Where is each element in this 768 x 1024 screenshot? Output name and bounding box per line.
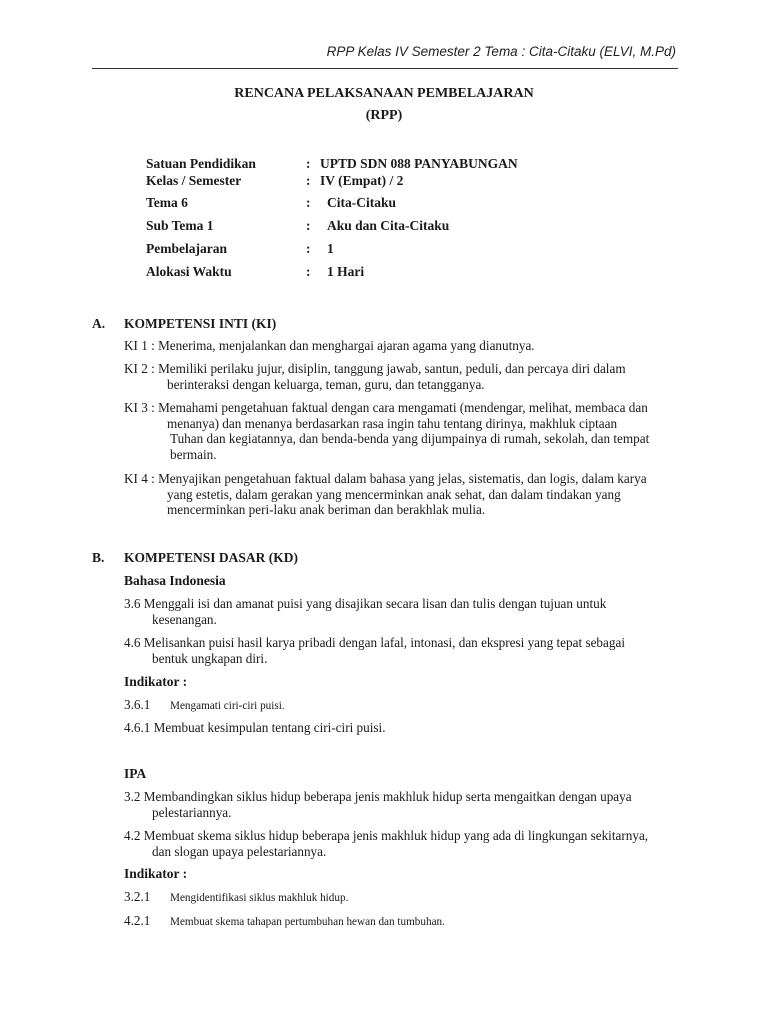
- ki-line: KI 3 : Memahami pengetahuan faktual dengan cara mengamati (mendengar, melihat, membaca dan: [124, 400, 648, 415]
- identity-label: Pembelajaran: [146, 241, 227, 256]
- ki-line: Tuhan dan kegiatannya, dan benda-benda yang dijumpainya di rumah, sekolah, dan tempat: [170, 431, 650, 446]
- indikator-number: 3.6.1: [124, 697, 151, 712]
- indikator-text: Membuat skema tahapan pertumbuhan hewan dan tumbuhan.: [170, 916, 445, 928]
- ki-2: [124, 361, 684, 392]
- ki-line: yang estetis, dalam gerakan yang mencerminkan anak sehat, dan dalam tindakan yang: [167, 486, 621, 502]
- indikator-number: 3.2.1: [124, 889, 151, 904]
- subject-bahasa-indonesia: Bahasa Indonesia: [124, 573, 226, 588]
- identity-label: Satuan Pendidikan: [146, 156, 256, 171]
- ki-line: KI 4 : Menyajikan pengetahuan faktual dalam bahasa yang jelas, sistematis, dan logis, dalam karya: [124, 471, 647, 486]
- kd-3-2: [124, 789, 684, 820]
- indikator-text: Membuat kesimpulan tentang ciri-ciri puisi.: [153, 720, 386, 735]
- kd-line: dan slogan upaya pelestariannya.: [152, 843, 327, 859]
- section-b-letter: B.: [92, 550, 105, 565]
- kd-line: 3.2 Membandingkan siklus hidup beberapa jenis makhluk hidup serta mengaitkan dengan upaya: [124, 789, 632, 804]
- subject-ipa: IPA: [124, 766, 147, 781]
- indikator-label-ipa: Indikator :: [124, 866, 188, 881]
- ki-1: [124, 338, 684, 354]
- document-subtitle: (RPP): [365, 108, 403, 123]
- identity-colon: :: [306, 156, 311, 171]
- ki-line: KI 2 : Memiliki perilaku jujur, disiplin, tanggung jawab, santun, peduli, dan percaya diri dalam: [124, 361, 626, 376]
- kd-line: bentuk ungkapan diri.: [152, 650, 268, 666]
- kd-line: pelestariannya.: [152, 804, 232, 820]
- identity-colon: :: [306, 241, 311, 256]
- identity-label: Kelas / Semester: [146, 173, 242, 188]
- kd-3-6: [124, 596, 684, 627]
- kd-line: 4.6 Melisankan puisi hasil karya pribadi dengan lafal, intonasi, dan ekspresi yang tepat sebagai: [124, 635, 625, 650]
- indikator-label-bahasa: Indikator :: [124, 674, 188, 689]
- kd-line: kesenangan.: [152, 611, 217, 627]
- indikator-4-2-1: [124, 913, 445, 929]
- identity-value: IV (Empat) / 2: [320, 173, 404, 188]
- identity-value: Aku dan Cita-Citaku: [327, 218, 450, 233]
- identity-value: 1: [327, 241, 334, 256]
- identity-colon: :: [306, 264, 311, 279]
- indikator-text: Mengamati ciri-ciri puisi.: [170, 700, 285, 712]
- identity-colon: :: [306, 173, 311, 188]
- kd-line: 3.6 Menggali isi dan amanat puisi yang disajikan secara lisan dan tulis dengan tujuan untuk: [124, 596, 607, 611]
- kd-line: 4.2 Membuat skema siklus hidup beberapa jenis makhluk hidup yang ada di lingkungan sekitarnya,: [124, 828, 649, 843]
- ki-line: menanya) dan menanya berdasarkan rasa ingin tahu tentang dirinya, makhluk ciptaan: [167, 415, 618, 431]
- header-rule: [92, 68, 678, 69]
- ki-3: [124, 400, 684, 462]
- ki-line: bermain.: [170, 446, 217, 462]
- ki-line: mencerminkan peri-laku anak beriman dan berakhlak mulia.: [167, 502, 486, 517]
- identity-label: Alokasi Waktu: [146, 264, 232, 279]
- ki-4: [124, 471, 684, 518]
- identity-value: 1 Hari: [327, 264, 365, 279]
- indikator-number: 4.6.1: [124, 720, 151, 735]
- identity-value: UPTD SDN 088 PANYABUNGAN: [320, 156, 518, 171]
- document-title: RENCANA PELAKSANAAN PEMBELAJARAN: [234, 86, 534, 101]
- ki-line: KI 1 : Menerima, menjalankan dan menghargai ajaran agama yang dianutnya.: [124, 338, 535, 353]
- indikator-3-2-1: [124, 889, 348, 905]
- identity-label: Sub Tema 1: [146, 218, 214, 233]
- identity-colon: :: [306, 218, 311, 233]
- section-b-title: KOMPETENSI DASAR (KD): [124, 550, 299, 565]
- indikator-number: 4.2.1: [124, 913, 151, 928]
- identity-value: Cita-Citaku: [327, 195, 397, 210]
- ki-line: berinteraksi dengan keluarga, teman, guru, dan tetangganya.: [167, 376, 485, 392]
- indikator-text: Mengidentifikasi siklus makhluk hidup.: [170, 892, 349, 904]
- section-a-letter: A.: [92, 316, 106, 331]
- indikator-3-6-1: [124, 697, 285, 713]
- identity-label: Tema 6: [146, 195, 188, 210]
- indikator-4-6-1: [124, 720, 386, 736]
- identity-colon: :: [306, 195, 311, 210]
- running-header: RPP Kelas IV Semester 2 Tema : Cita-Citaku (ELVI, M.Pd): [326, 44, 676, 59]
- section-a-title: KOMPETENSI INTI (KI): [124, 316, 277, 331]
- kd-4-6: [124, 635, 684, 666]
- kd-4-2: [124, 828, 684, 859]
